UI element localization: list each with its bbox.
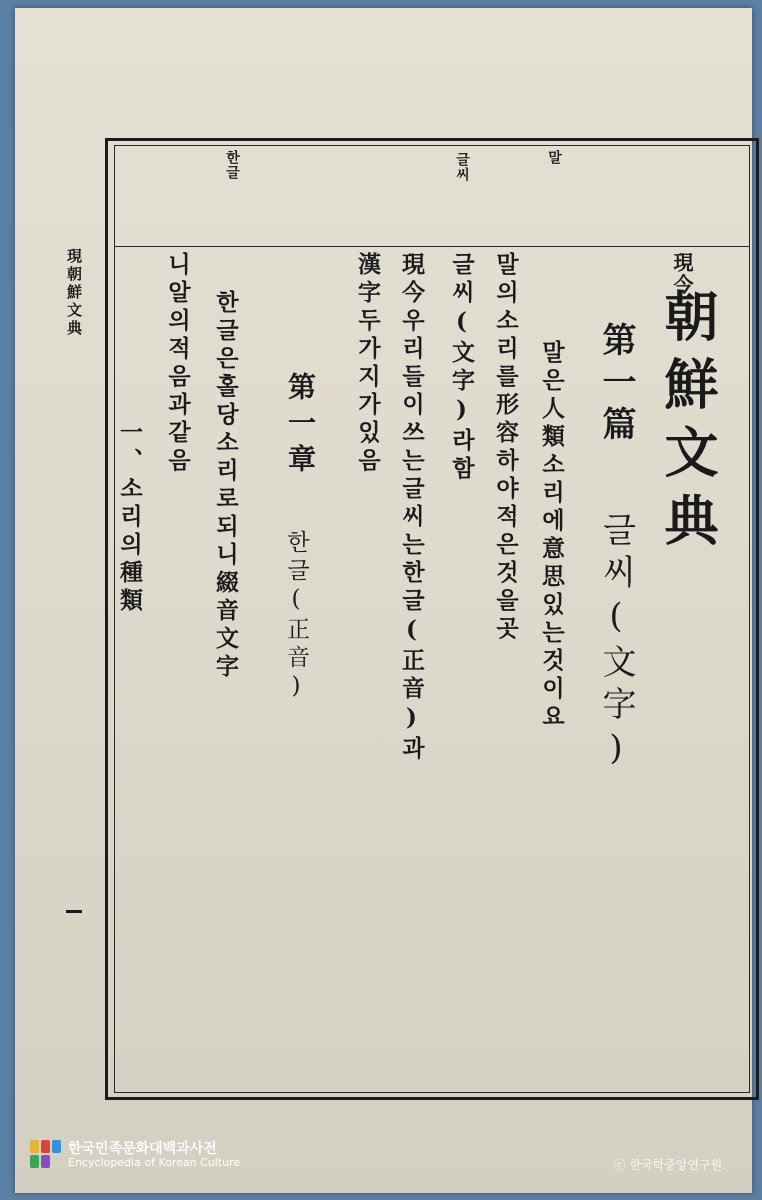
book-title: 朝鮮文典 — [656, 288, 720, 560]
copyright-notice: ⓒ 한국학중앙연구원. — [613, 1158, 726, 1172]
chapter-text-column-2: 니알의적음과같음 — [164, 252, 191, 476]
watermark-korean: 한국민족문화대백과사전 — [68, 1140, 217, 1157]
page-number — [66, 910, 82, 913]
text-column-1: 말은人類소리에意思있는것이요 — [538, 340, 565, 732]
text-column-2: 말의소리를形容하야적은것을곳 — [492, 252, 519, 644]
chapter-heading: 第一章 — [284, 372, 317, 480]
text-column-3: 글씨(文字)라함 — [448, 252, 475, 484]
text-column-4: 現今우리들이쓰는글씨는한글(正音)과 — [398, 252, 425, 764]
header-divider — [114, 246, 750, 247]
side-title: 現朝鮮文典 — [65, 248, 83, 338]
text-column-5: 漢字두가지가있음 — [354, 252, 381, 476]
encyclopedia-logo-icon — [30, 1140, 62, 1170]
header-label-mal: 말 — [546, 150, 562, 165]
chapter-text-column-3: 一、소리의種類 — [116, 420, 143, 616]
part-heading: 第一篇 — [596, 322, 636, 448]
encyclopedia-watermark — [30, 1140, 240, 1170]
chapter-text-column-1: 한글은홀당소리로되니綴音文字 — [212, 290, 239, 682]
part-subtitle: 글씨(文字) — [596, 512, 636, 776]
watermark-english: Encyclopedia of Korean Culture — [68, 1155, 241, 1169]
chapter-subtitle: 한글(正音) — [283, 530, 309, 704]
header-label-hangeul: 한글 — [224, 150, 240, 180]
header-label-geulssi: 글씨 — [454, 152, 470, 182]
title-prefix: 現今 — [670, 252, 694, 296]
